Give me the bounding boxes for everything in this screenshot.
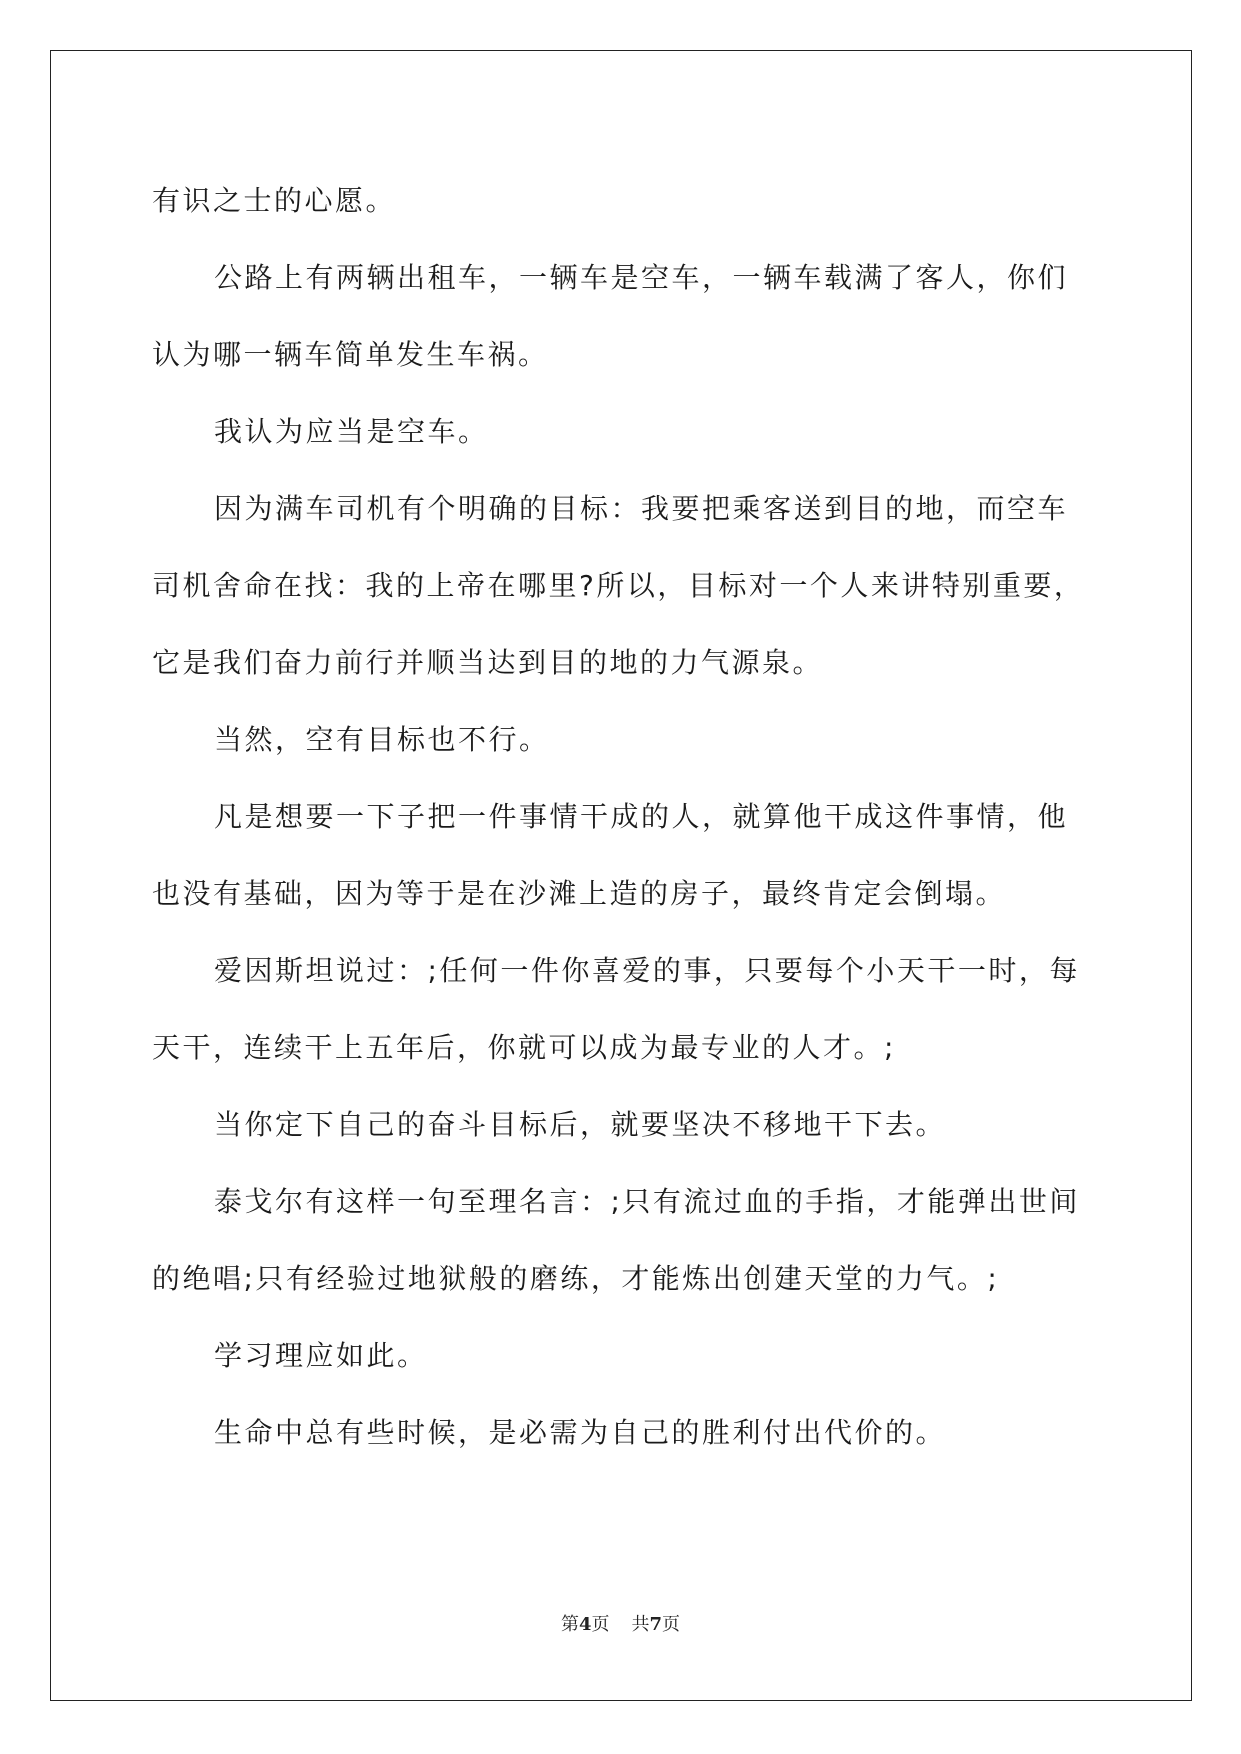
text-line: 泰戈尔有这样一句至理名言：;只有流过血的手指，才能弹出世间 bbox=[214, 1185, 1080, 1218]
text-line: 天干，连续干上五年后，你就可以成为最专业的人才。; bbox=[152, 1031, 896, 1064]
text-line: 因为满车司机有个明确的目标：我要把乘客送到目的地，而空车 bbox=[214, 492, 1069, 525]
text-line: 也没有基础，因为等于是在沙滩上造的房子，最终肯定会倒塌。 bbox=[152, 877, 1007, 910]
text-line: 有识之士的心愿。 bbox=[152, 184, 397, 217]
text-line: 认为哪一辆车简单发生车祸。 bbox=[152, 338, 549, 371]
text-line: 学习理应如此。 bbox=[214, 1339, 428, 1372]
text-line: 凡是想要一下子把一件事情干成的人，就算他干成这件事情，他 bbox=[214, 800, 1069, 833]
text-line: 的绝唱;只有经验过地狱般的磨练，才能炼出创建天堂的力气。; bbox=[152, 1262, 1000, 1295]
page-footer bbox=[0, 1610, 1241, 1636]
total-pages-suffix: 页 bbox=[662, 1614, 681, 1635]
page-number-suffix: 页 bbox=[591, 1614, 610, 1635]
text-line: 它是我们奋力前行并顺当达到目的地的力气源泉。 bbox=[152, 646, 824, 679]
text-line: 爱因斯坦说过：;任何一件你喜爱的事，只要每个小天干一时，每 bbox=[214, 954, 1080, 987]
text-line: 生命中总有些时候，是必需为自己的胜利付出代价的。 bbox=[214, 1416, 947, 1449]
text-line: 我认为应当是空车。 bbox=[214, 415, 489, 448]
text-line: 司机舍命在找：我的上帝在哪里?所以，目标对一个人来讲特别重要， bbox=[152, 569, 1085, 602]
text-line: 当然，空有目标也不行。 bbox=[214, 723, 550, 756]
page-number-prefix: 第 bbox=[560, 1614, 579, 1635]
current-page-number: 4 bbox=[578, 1614, 592, 1635]
text-line: 当你定下自己的奋斗目标后，就要坚决不移地干下去。 bbox=[214, 1108, 947, 1141]
document-body bbox=[152, 162, 1112, 1471]
text-line: 公路上有两辆出租车，一辆车是空车，一辆车载满了客人，你们 bbox=[214, 261, 1069, 294]
total-pages-prefix: 共 bbox=[631, 1614, 650, 1635]
total-page-count: 7 bbox=[649, 1614, 663, 1635]
